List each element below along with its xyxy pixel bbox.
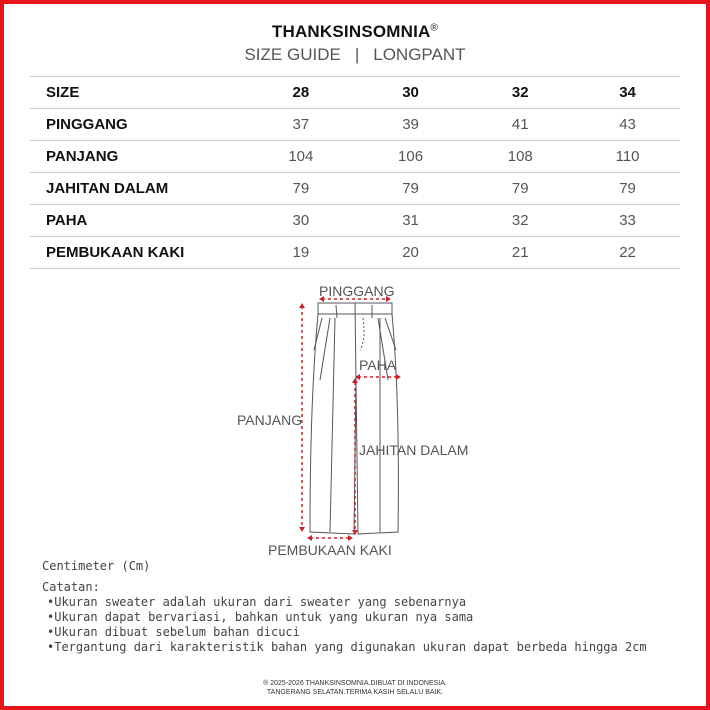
cell: 19: [246, 237, 356, 269]
arrow-heads: [299, 296, 401, 541]
label-pembukaan-kaki: PEMBUKAAN KAKI: [268, 542, 392, 558]
cell: 30: [246, 205, 356, 237]
page-subtitle: SIZE GUIDE | LONGPANT: [244, 45, 466, 64]
row-label: JAHITAN DALAM: [30, 173, 246, 205]
cell: 43: [575, 109, 680, 141]
header-cell: 32: [465, 77, 575, 109]
header-cell: 30: [356, 77, 466, 109]
row-label: PAHA: [30, 205, 246, 237]
note-item: • Ukuran dapat bervariasi, bahkan untuk yang ukuran nya sama: [42, 610, 647, 625]
cell: 32: [465, 205, 575, 237]
cell: 79: [575, 173, 680, 205]
cell: 20: [356, 237, 466, 269]
header-cell: SIZE: [30, 77, 246, 109]
note-item: • Ukuran dibuat sebelum bahan dicuci: [42, 625, 647, 640]
header-cell: 28: [246, 77, 356, 109]
label-jahitan-dalam: JAHITAN DALAM: [359, 442, 469, 458]
cell: 108: [465, 141, 575, 173]
cell: 31: [356, 205, 466, 237]
cell: 37: [246, 109, 356, 141]
label-paha: PAHA: [359, 357, 397, 373]
label-pinggang: PINGGANG: [319, 283, 395, 299]
header-cell: 34: [575, 77, 680, 109]
cell: 79: [465, 173, 575, 205]
row-label: PINGGANG: [30, 109, 246, 141]
notes-title: Catatan:: [42, 580, 100, 594]
row-label: PEMBUKAAN KAKI: [30, 237, 246, 269]
footer-line: ® 2025-2026 THANKSINSOMNIA.DIBUAT DI INDONESIA.: [263, 680, 447, 687]
note-item: • Tergantung dari karakteristik bahan yang digunakan ukuran dapat berbeda hingga 2cm: [42, 640, 647, 655]
cell: 106: [356, 141, 466, 173]
cell: 79: [356, 173, 466, 205]
cell: 39: [356, 109, 466, 141]
note-item: • Ukuran sweater adalah ukuran dari sweater yang sebenarnya: [42, 595, 647, 610]
cell: 79: [246, 173, 356, 205]
notes: [42, 580, 647, 655]
footer-line: TANGERANG SELATAN.TERIMA KASIH SELALU BAIK.: [266, 689, 444, 696]
cell: 104: [246, 141, 356, 173]
row-label: PANJANG: [30, 141, 246, 173]
footer: [0, 679, 710, 697]
cell: 22: [575, 237, 680, 269]
unit-label: Centimeter (Cm): [42, 559, 151, 573]
cell: 41: [465, 109, 575, 141]
cell: 110: [575, 141, 680, 173]
label-panjang: PANJANG: [237, 412, 303, 428]
cell: 33: [575, 205, 680, 237]
brand-title: THANKSINSOMNIA®: [271, 22, 439, 41]
cell: 21: [465, 237, 575, 269]
